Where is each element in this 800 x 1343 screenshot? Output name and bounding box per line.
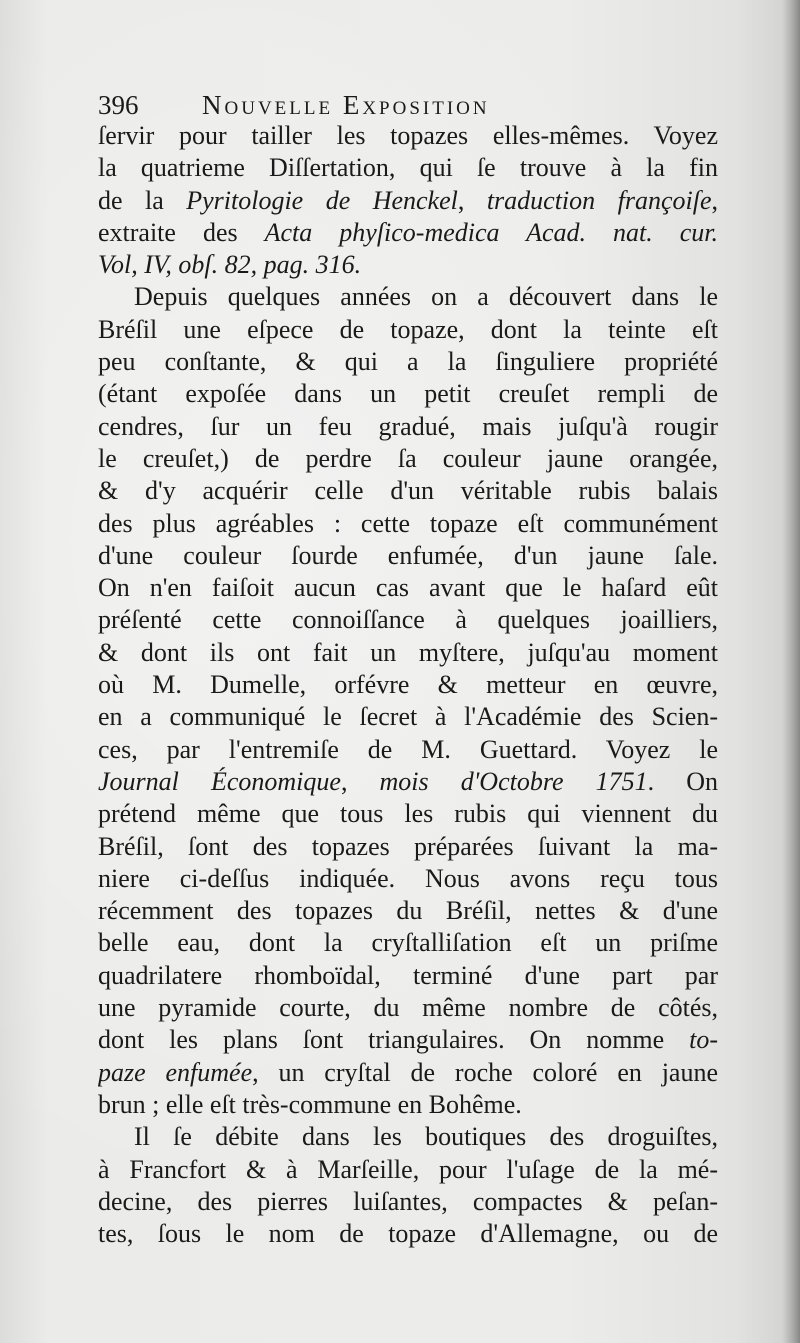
text-line	[98, 734, 718, 766]
text-run: niere ci-deſſus indiquée. Nous avons reçu tous	[98, 863, 718, 893]
text-run: peu conſtante, & qui a la ſinguliere propriété	[98, 347, 718, 377]
text-line	[98, 798, 718, 830]
italic-text: to-	[689, 1025, 718, 1055]
text-run: On n'en faiſoit aucun cas avant que le haſard eût	[98, 573, 718, 603]
text-run: d'une couleur ſourde enfumée, d'un jaune ſale.	[98, 540, 718, 570]
text-line	[98, 1121, 718, 1153]
text-run: en a communiqué le ſecret à l'Académie des Scien-	[98, 702, 718, 732]
text-line	[98, 1218, 718, 1250]
page-number: 396	[98, 90, 139, 120]
text-run: belle eau, dont la cryſtalliſation eſt un priſme	[98, 928, 718, 958]
text-run: à Francfort & à Marſeille, pour l'uſage de la mé-	[98, 1154, 718, 1184]
text-run: de la	[98, 185, 187, 215]
text-run: prétend même que tous les rubis qui viennent du	[98, 799, 718, 829]
text-run: brun ; elle eſt très-commune en Bohême.	[98, 1089, 522, 1119]
text-line	[98, 443, 718, 475]
italic-text: Acta phyſico-medica Acad. nat. cur.	[264, 217, 718, 247]
text-line	[98, 604, 718, 636]
text-run: Depuis quelques années on a découvert dans le	[134, 282, 718, 312]
text-line	[98, 249, 718, 281]
text-line	[98, 185, 718, 217]
text-run: & d'y acquérir celle d'un véritable rubis balais	[98, 476, 718, 506]
text-run: quadrilatere rhomboïdal, terminé d'une part par	[98, 960, 718, 990]
page-binding-shadow	[782, 0, 800, 1343]
text-line	[98, 378, 718, 410]
text-line	[98, 895, 718, 927]
italic-text: Pyritologie de Henckel	[186, 185, 458, 215]
text-line	[98, 863, 718, 895]
text-line	[98, 508, 718, 540]
italic-text: Vol, IV, obſ. 82, pag. 316.	[98, 250, 362, 280]
text-run: la quatrieme Diſſertation, qui ſe trouve à la fin	[98, 153, 718, 183]
italic-text: mois d'Octobre 1751	[379, 766, 648, 796]
text-line	[98, 572, 718, 604]
italic-text: paze enfumée	[98, 1057, 253, 1087]
text-line	[98, 281, 718, 313]
text-run: des plus agréables : cette topaze eſt communément	[98, 508, 718, 538]
text-run: tes, ſous le nom de topaze d'Allemagne, ou de	[98, 1219, 718, 1249]
body-text	[98, 120, 718, 1250]
text-run: récemment des topazes du Bréſil, nettes & d'une	[98, 896, 718, 926]
text-line	[98, 831, 718, 863]
text-line	[98, 120, 718, 152]
text-run: (étant expoſée dans un petit creuſet rempli de	[98, 379, 718, 409]
text-line	[98, 1186, 718, 1218]
text-line	[98, 152, 718, 184]
text-line	[98, 1089, 718, 1121]
text-run: Il ſe débite dans les boutiques des droguiſtes,	[134, 1122, 718, 1152]
text-line	[98, 992, 718, 1024]
text-run: ces, par l'entremiſe de M. Guettard. Voyez le	[98, 734, 718, 764]
text-line	[98, 346, 718, 378]
text-run: ,	[457, 185, 487, 215]
text-run: une pyramide courte, du même nombre de côtés,	[98, 993, 718, 1023]
text-line	[98, 217, 718, 249]
text-line	[98, 475, 718, 507]
text-line	[98, 411, 718, 443]
text-run: . On	[647, 766, 718, 796]
text-line	[98, 960, 718, 992]
text-run: où M. Dumelle, orfévre & metteur en œuvre,	[98, 670, 718, 700]
text-run: ,	[711, 185, 718, 215]
text-run: ſervir pour tailler les topazes elles-mêmes. Voyez	[98, 121, 718, 150]
text-run: préſenté cette connoiſſance à quelques joailliers,	[98, 605, 718, 635]
text-line	[98, 637, 718, 669]
text-line	[98, 701, 718, 733]
text-run: decine, des pierres luiſantes, compactes & peſan-	[98, 1186, 718, 1216]
text-line	[98, 1154, 718, 1186]
text-line	[98, 314, 718, 346]
italic-text: Journal Économique	[98, 766, 341, 796]
text-run: ,	[340, 766, 380, 796]
text-line	[98, 1024, 718, 1056]
text-run: dont les plans ſont triangulaires. On nomme	[98, 1025, 690, 1055]
italic-text: traduction françoiſe	[486, 185, 712, 215]
text-run: cendres, ſur un feu gradué, mais juſqu'à rougir	[98, 411, 718, 441]
text-line	[98, 540, 718, 572]
text-run: le creuſet,) de perdre ſa couleur jaune orangée,	[98, 443, 718, 473]
text-run: extraite des	[98, 217, 265, 247]
text-run: Bréſil, ſont des topazes préparées ſuivant la ma-	[98, 831, 718, 861]
text-run: & dont ils ont fait un myſtere, juſqu'au moment	[98, 637, 718, 667]
text-line	[98, 1057, 718, 1089]
text-line	[98, 669, 718, 701]
text-line	[98, 766, 718, 798]
running-title: Nouvelle Exposition	[202, 90, 490, 120]
text-line	[98, 927, 718, 959]
text-run: Bréſil une eſpece de topaze, dont la teinte eſt	[98, 314, 718, 344]
text-run: , un cryſtal de roche coloré en jaune	[252, 1057, 718, 1087]
